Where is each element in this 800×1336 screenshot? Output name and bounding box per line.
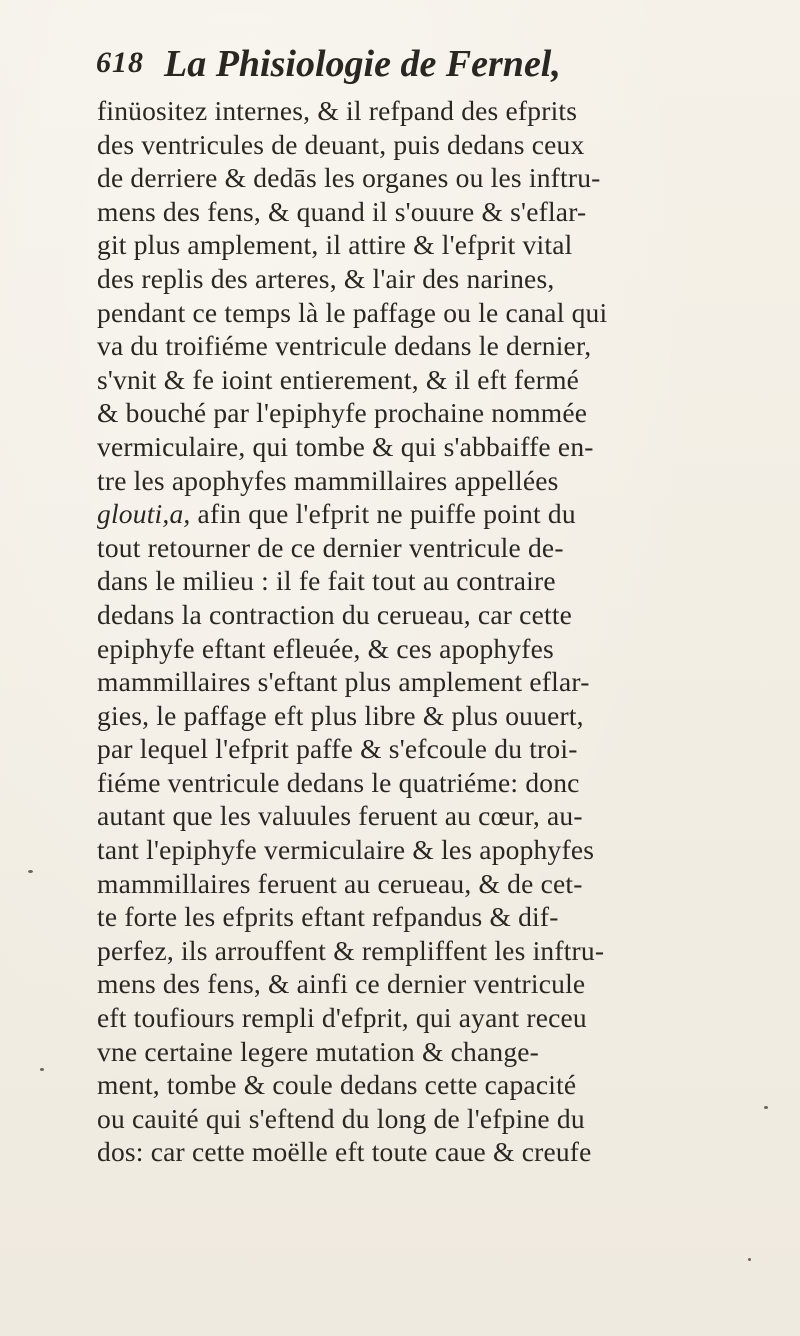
text-line-30: ment, tombe & coule dedans cette capacité [97,1069,577,1101]
text-line-14: tout retourner de ce dernier ventricule de- [97,531,564,563]
text-line-16: dedans la contraction du cerueau, car cette [97,598,573,630]
text-line-6: des replis des arteres, & l'air des narines, [97,262,555,294]
speck [748,1258,751,1261]
text-line-21: fiéme ventricule dedans le quatriéme: donc [97,766,580,798]
text-line-1: finüositez internes, & il refpand des efprits [97,95,578,126]
running-title: La Phisiologie de Fernel, [164,43,561,85]
text-line-32: dos: car cette moëlle eft toute caue & creufe [97,1136,592,1168]
text-line-19: gies, le paffage eft plus libre & plus ouuert, [97,699,584,731]
text-line-8: va du troifiéme ventricule dedans le dernier, [97,330,592,362]
speck [40,1068,44,1071]
text-line-24: mammillaires feruent au cerueau, & de cet- [97,867,583,899]
text-line-13-rest: afin que l'efprit ne puiffe point du [190,498,576,530]
speck [28,870,33,873]
text-line-5: git plus amplement, il attire & l'efprit vital [97,229,573,261]
text-line-27: mens des fens, & ainfi ce dernier ventricule [97,968,586,1000]
text-line-20: par lequel l'efprit paffe & s'efcoule du troi- [97,733,578,765]
text-line-2: des ventricules de deuant, puis dedans ceux [97,128,585,160]
text-line-23: tant l'epiphyfe vermiculaire & les apophyfes [97,834,595,866]
text-line-4: mens des fens, & quand il s'ouure & s'eflar- [97,195,587,227]
text-line-29: vne certaine legere mutation & change- [97,1035,540,1067]
text-line-12: tre les apophyfes mammillaires appellées [97,464,559,496]
page-number: 618 [96,46,144,79]
speck [764,1106,768,1109]
page-header [96,42,746,94]
text-line-31: ou cauité qui s'eftend du long de l'efpine du [97,1102,585,1134]
text-line-7: pendant ce temps là le paffage ou le canal qui [97,296,608,328]
text-line-11: vermiculaire, qui tombe & qui s'abbaiffe en- [97,430,594,462]
body-text [97,94,797,1169]
text-line-15: dans le milieu : il fe fait tout au contraire [97,565,556,597]
text-line-22: autant que les valuules feruent au cœur, au- [97,800,583,832]
text-line-25: te forte les efprits eftant refpandus & dif- [97,901,559,933]
text-line-13 [97,497,797,531]
text-line-9: s'vnit & fe ioint entierement, & il eft fermé [97,363,580,395]
text-line-3: de derriere & dedās les organes ou les inftru- [97,162,601,194]
text-line-28: eft toufiours rempli d'efprit, qui ayant receu [97,1002,587,1034]
text-line-10: & bouché par l'epiphyfe prochaine nommée [97,397,588,429]
italic-term: glouti,a, [97,498,191,530]
text-line-26: perfez, ils arrouffent & rempliffent les inftru- [97,934,605,966]
text-line-17: epiphyfe eftant efleuée, & ces apophyfes [97,632,554,664]
text-line-18: mammillaires s'eftant plus amplement eflar- [97,666,590,698]
